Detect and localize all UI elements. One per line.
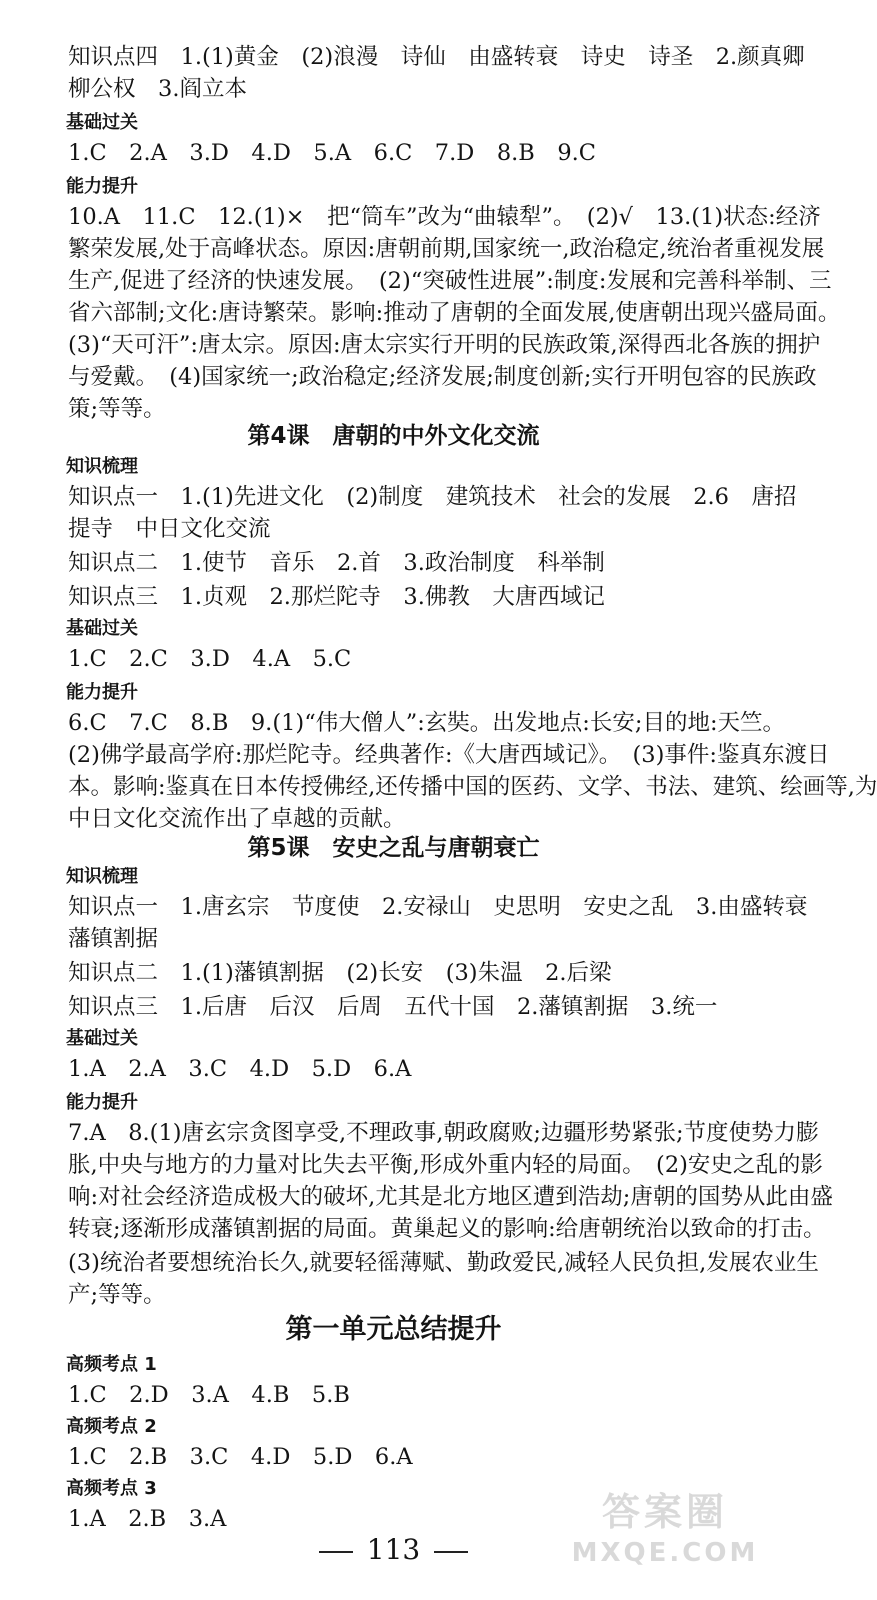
text-line: 知识点三 1.贞观 2.那烂陀寺 3.佛教 大唐西域记 bbox=[68, 584, 605, 610]
text-line: 繁荣发展,处于高峰状态。原因:唐朝前期,国家统一,政治稳定,统治者重视发展 bbox=[68, 236, 825, 262]
text-line: (2)佛学最高学府:那烂陀寺。经典著作:《大唐西域记》。 (3)事件:鉴真东渡日 bbox=[68, 742, 830, 768]
section-label-ability: 能力提升 bbox=[66, 682, 138, 703]
exam-point-answers: 1.C 2.D 3.A 4.B 5.B bbox=[68, 1382, 350, 1408]
text-line: 知识点一 1.(1)先进文化 (2)制度 建筑技术 社会的发展 2.6 唐招 bbox=[68, 484, 797, 510]
text-line: 知识点一 1.唐玄宗 节度使 2.安禄山 史思明 安史之乱 3.由盛转衰 bbox=[68, 894, 808, 920]
page-number-text: 113 bbox=[366, 1533, 421, 1566]
text-line: 知识点二 1.(1)藩镇割据 (2)长安 (3)朱温 2.后梁 bbox=[68, 960, 612, 986]
watermark-logo bbox=[565, 1488, 765, 1588]
section-label-basic: 基础过关 bbox=[66, 1028, 138, 1049]
exam-point-label: 高频考点 1 bbox=[66, 1354, 157, 1375]
lesson-title: 第4课 唐朝的中外文化交流 bbox=[247, 423, 540, 449]
basic-answers: 1.C 2.A 3.D 4.D 5.A 6.C 7.D 8.B 9.C bbox=[68, 140, 597, 166]
watermark-text-bottom: MXQE.COM bbox=[571, 1538, 759, 1568]
text-line: 知识点四 1.(1)黄金 (2)浪漫 诗仙 由盛转衰 诗史 诗圣 2.颜真卿 bbox=[68, 44, 805, 70]
text-line: 响:对社会经济造成极大的破坏,尤其是北方地区遭到浩劫;唐朝的国势从此由盛 bbox=[68, 1184, 833, 1210]
page-number-dash-left bbox=[319, 1551, 353, 1553]
text-line: (3)统治者要想统治长久,就要轻徭薄赋、勤政爱民,减轻人民负担,发展农业生 bbox=[68, 1250, 819, 1276]
section-label-ability: 能力提升 bbox=[66, 1092, 138, 1113]
section-label-ability: 能力提升 bbox=[66, 176, 138, 197]
text-line: 知识点二 1.使节 音乐 2.首 3.政治制度 科举制 bbox=[68, 550, 605, 576]
exam-point-label: 高频考点 2 bbox=[66, 1416, 157, 1437]
basic-answers: 1.A 2.A 3.C 4.D 5.D 6.A bbox=[68, 1056, 412, 1082]
text-line: 生产,促进了经济的快速发展。 (2)“突破性进展”:制度:发展和完善科举制、三 bbox=[68, 268, 832, 294]
text-line: 7.A 8.(1)唐玄宗贪图享受,不理政事,朝政腐败;边疆形势紧张;节度使势力膨 bbox=[68, 1120, 819, 1146]
exam-point-answers: 1.C 2.B 3.C 4.D 5.D 6.A bbox=[68, 1444, 413, 1470]
text-line: 本。影响:鉴真在日本传授佛经,还传播中国的医药、文学、书法、建筑、绘画等,为 bbox=[68, 774, 877, 800]
section-label-basic: 基础过关 bbox=[66, 112, 138, 133]
text-line: 转衰;逐渐形成藩镇割据的局面。黄巢起义的影响:给唐朝统治以致命的打击。 bbox=[68, 1216, 826, 1242]
lesson-title: 第5课 安史之乱与唐朝衰亡 bbox=[247, 835, 540, 861]
watermark-text-top: 答案圈 bbox=[601, 1490, 728, 1534]
text-line: 中日文化交流作出了卓越的贡献。 bbox=[68, 806, 406, 832]
text-line: 策;等等。 bbox=[68, 396, 166, 422]
section-label-knowledge: 知识梳理 bbox=[66, 456, 138, 477]
text-line: 省六部制;文化:唐诗繁荣。影响:推动了唐朝的全面发展,使唐朝出现兴盛局面。 bbox=[68, 300, 841, 326]
text-line: 藩镇割据 bbox=[68, 926, 159, 952]
text-line: (3)“天可汗”:唐太宗。原因:唐太宗实行开明的民族政策,深得西北各族的拥护 bbox=[68, 332, 821, 358]
exam-point-answers: 1.A 2.B 3.A bbox=[68, 1506, 227, 1532]
text-line: 产;等等。 bbox=[68, 1282, 166, 1308]
exam-point-label: 高频考点 3 bbox=[66, 1478, 157, 1499]
basic-answers: 1.C 2.C 3.D 4.A 5.C bbox=[68, 646, 352, 672]
text-line: 提寺 中日文化交流 bbox=[68, 516, 271, 542]
text-line: 柳公权 3.阎立本 bbox=[68, 76, 247, 102]
text-line: 知识点三 1.后唐 后汉 后周 五代十国 2.藩镇割据 3.统一 bbox=[68, 994, 718, 1020]
text-line: 与爱戴。 (4)国家统一;政治稳定;经济发展;制度创新;实行开明包容的民族政 bbox=[68, 364, 817, 390]
unit-title: 第一单元总结提升 bbox=[285, 1314, 502, 1345]
section-label-basic: 基础过关 bbox=[66, 618, 138, 639]
text-line: 10.A 11.C 12.(1)× 把“筒车”改为“曲辕犁”。 (2)√ 13.(1)状态:经济 bbox=[68, 204, 821, 230]
text-line: 6.C 7.C 8.B 9.(1)“伟大僧人”:玄奘。出发地点:长安;目的地:天竺。 bbox=[68, 710, 786, 736]
section-label-knowledge: 知识梳理 bbox=[66, 866, 138, 887]
page-number-dash-right bbox=[434, 1551, 468, 1553]
text-line: 胀,中央与地方的力量对比失去平衡,形成外重内轻的局面。 (2)安史之乱的影 bbox=[68, 1152, 823, 1178]
